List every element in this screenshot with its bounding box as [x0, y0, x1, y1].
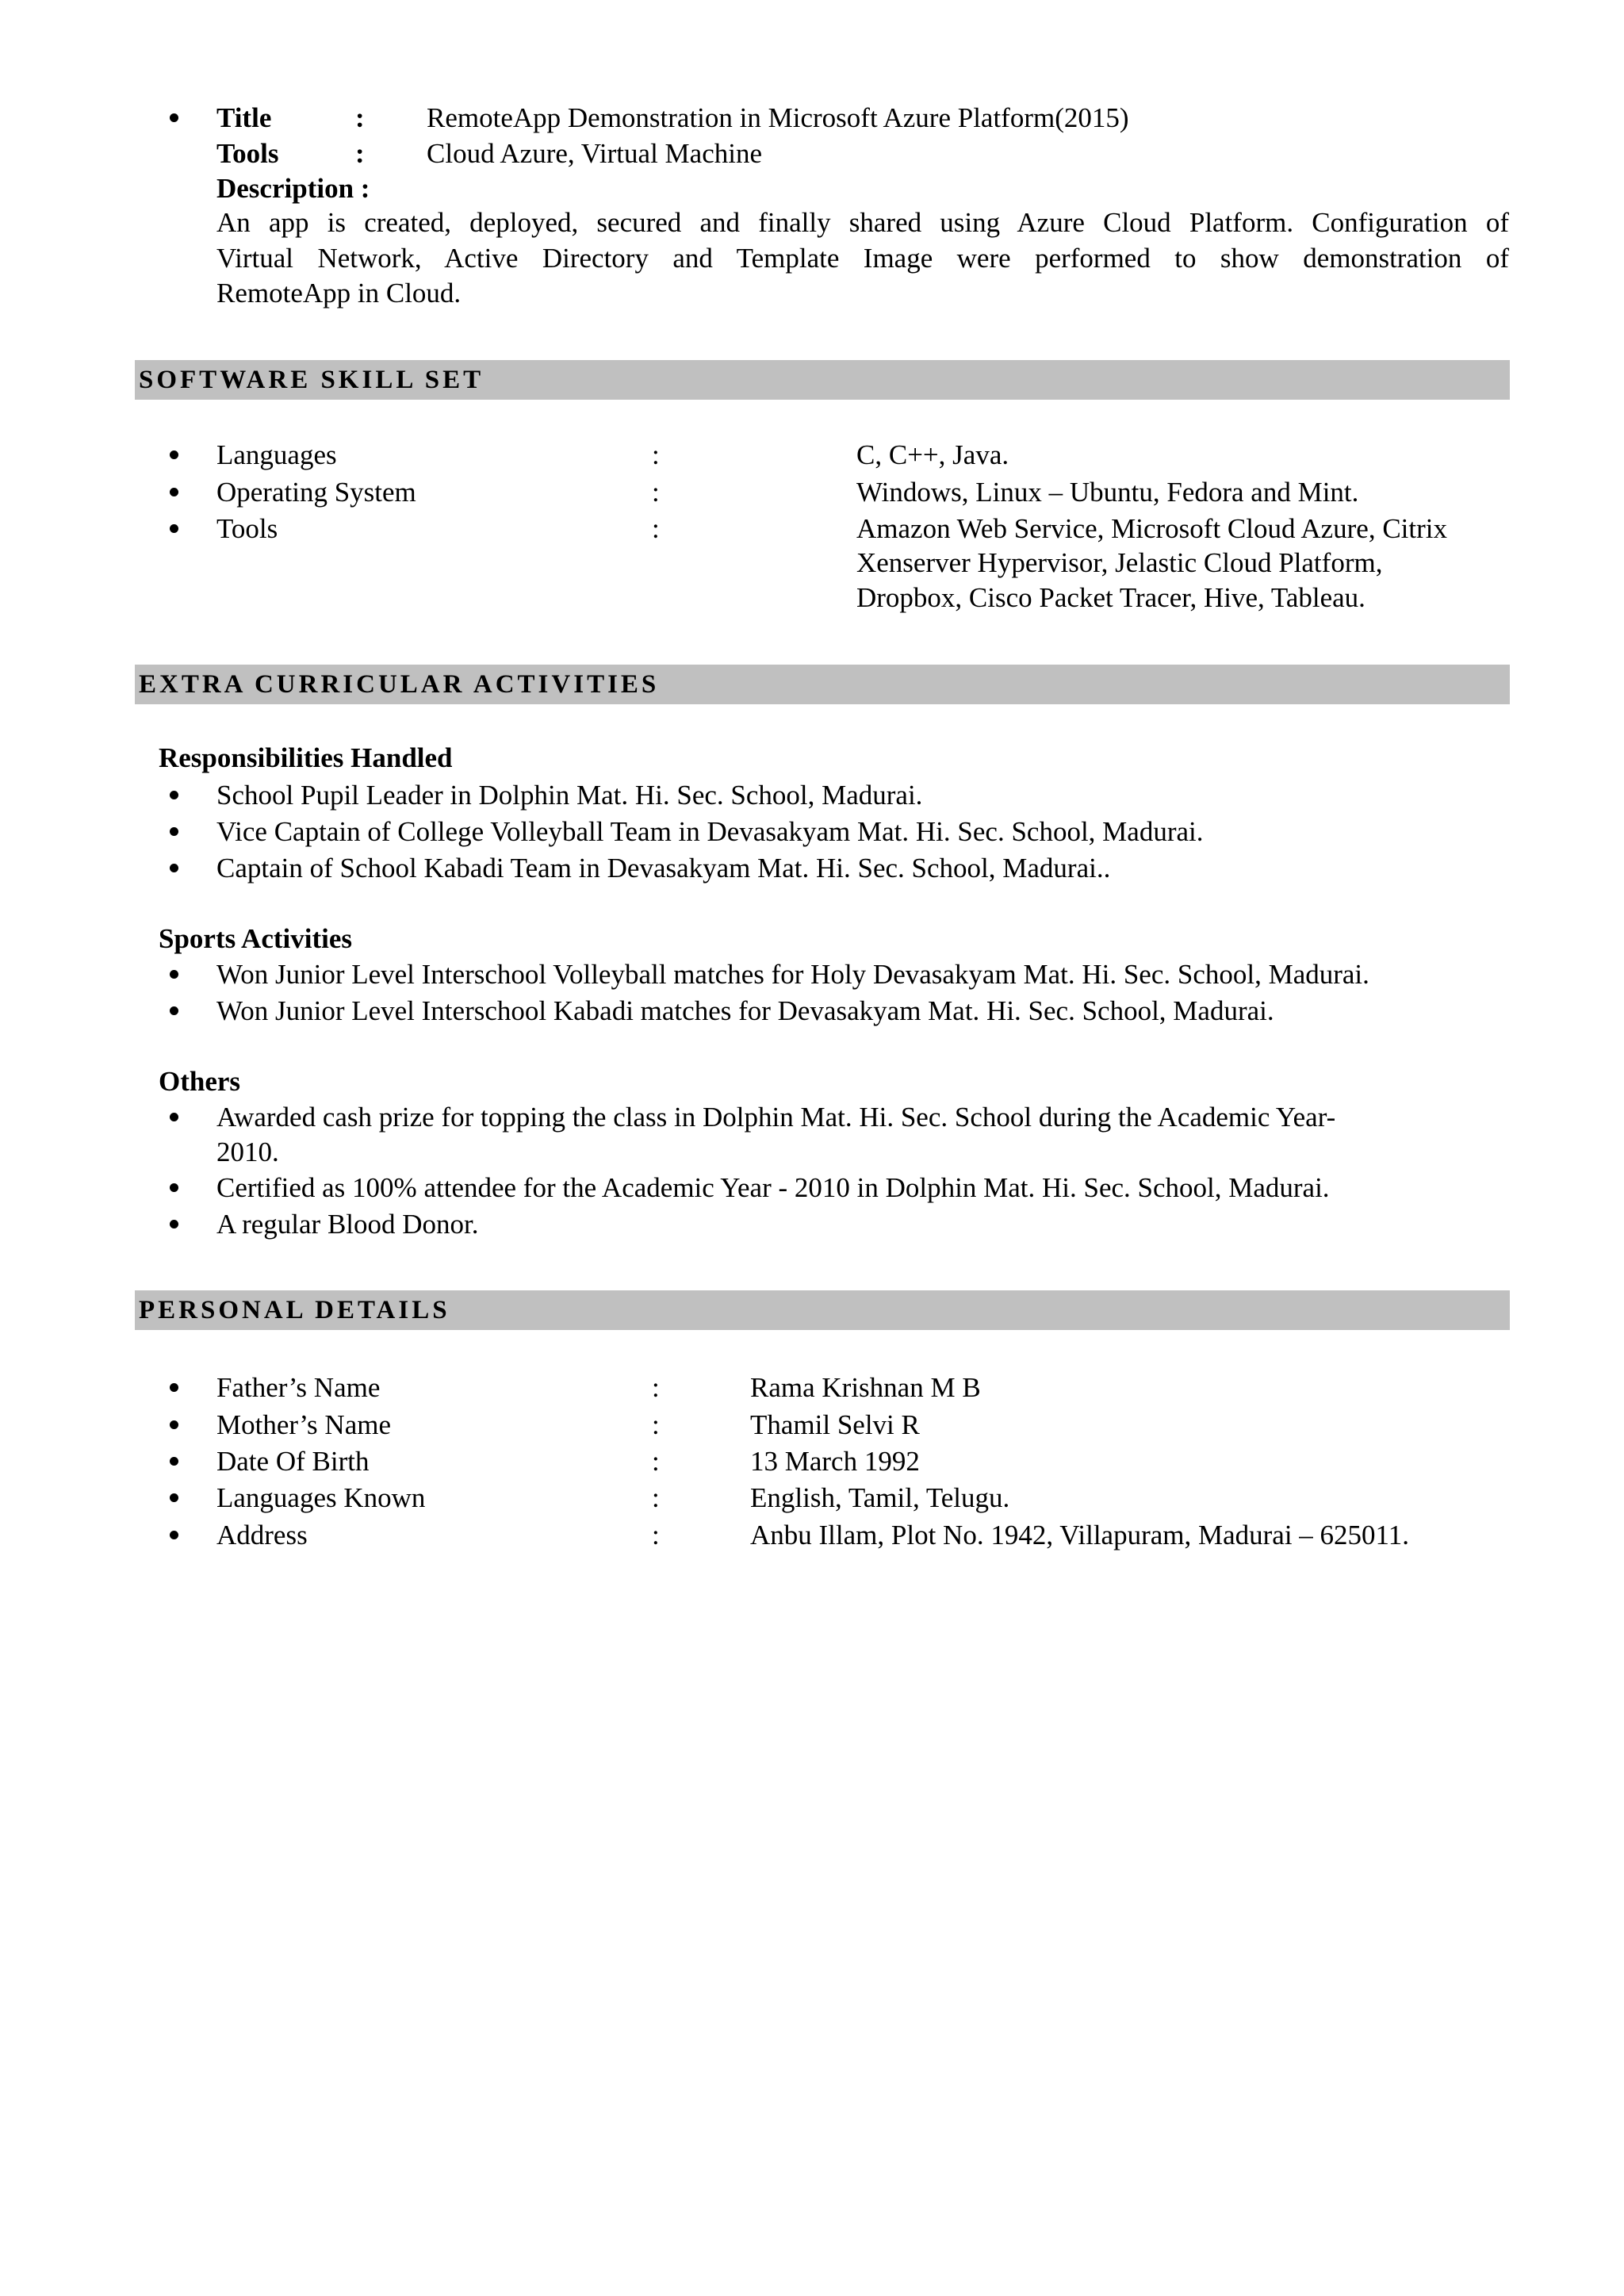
section-header-personal — [135, 1290, 1510, 1330]
personal-label: Date Of Birth — [216, 1446, 370, 1477]
bullet-icon — [168, 1443, 184, 1479]
project-tools: Cloud Azure, Virtual Machine — [427, 138, 762, 169]
section-header-extra — [135, 665, 1510, 704]
bullet-icon — [168, 1099, 184, 1135]
skill-value: Amazon Web Service, Microsoft Cloud Azure, Citrix — [856, 513, 1447, 544]
personal-label: Father’s Name — [216, 1372, 381, 1403]
personal-value: English, Tamil, Telugu. — [750, 1482, 1010, 1513]
personal-label: Mother’s Name — [216, 1409, 391, 1440]
list-item: Won Junior Level Interschool Kabadi matches for Devasakyam Mat. Hi. Sec. School, Madurai. — [216, 995, 1274, 1026]
project-description-line: RemoteApp in Cloud. — [216, 278, 462, 309]
list-item: Won Junior Level Interschool Volleyball matches for Holy Devasakyam Mat. Hi. Sec. School, Madurai. — [216, 959, 1369, 990]
bullet-icon — [168, 1370, 184, 1405]
bullet-icon — [168, 1170, 184, 1205]
colon: : — [652, 1482, 660, 1513]
personal-label: Address — [216, 1520, 308, 1550]
list-item: Awarded cash prize for topping the class in Dolphin Mat. Hi. Sec. School during the Academic Year- — [216, 1102, 1336, 1133]
project-title-label: Title — [216, 102, 272, 133]
list-item: A regular Blood Donor. — [216, 1209, 479, 1240]
skill-label: Languages — [216, 439, 337, 470]
colon: : — [355, 102, 365, 133]
skill-value: C, C++, Java. — [856, 439, 1009, 470]
list-item: Captain of School Kabadi Team in Devasakyam Mat. Hi. Sec. School, Madurai.. — [216, 853, 1111, 884]
personal-label: Languages Known — [216, 1482, 426, 1513]
bullet-icon — [168, 474, 184, 510]
colon: : — [652, 1372, 660, 1403]
section-header-skills — [135, 360, 1510, 400]
bullet-icon — [168, 100, 184, 136]
list-item-continuation: 2010. — [216, 1137, 279, 1167]
list-item: School Pupil Leader in Dolphin Mat. Hi. Sec. School, Madurai. — [216, 780, 923, 811]
bullet-icon — [168, 437, 184, 473]
bullet-icon — [168, 993, 184, 1029]
skill-value: Windows, Linux – Ubuntu, Fedora and Mint. — [856, 477, 1359, 508]
skill-value: Xenserver Hypervisor, Jelastic Cloud Platform, — [856, 547, 1383, 578]
personal-value: 13 March 1992 — [750, 1446, 920, 1477]
colon: : — [652, 477, 660, 508]
bullet-icon — [168, 1517, 184, 1553]
skill-label: Tools — [216, 513, 278, 544]
personal-value: Thamil Selvi R — [750, 1409, 920, 1440]
bullet-icon — [168, 814, 184, 849]
bullet-icon — [168, 1206, 184, 1242]
bullet-icon — [168, 777, 184, 813]
colon: : — [652, 1446, 660, 1477]
project-tools-label: Tools — [216, 138, 279, 169]
colon: : — [652, 1409, 660, 1440]
project-description-label: Description : — [216, 173, 370, 204]
subheading: Others — [159, 1066, 241, 1097]
personal-value: Anbu Illam, Plot No. 1942, Villapuram, Madurai – 625011. — [750, 1520, 1410, 1550]
personal-value: Rama Krishnan M B — [750, 1372, 981, 1403]
bullet-icon — [168, 1407, 184, 1443]
bullet-icon — [168, 511, 184, 546]
list-item: Certified as 100% attendee for the Academic Year - 2010 in Dolphin Mat. Hi. Sec. School, Madurai. — [216, 1172, 1330, 1203]
project-description-line: Virtual Network, Active Directory and Template Image were performed to show demonstration of — [216, 243, 1509, 274]
colon: : — [652, 1520, 660, 1550]
subheading: Responsibilities Handled — [159, 742, 453, 773]
section-heading: SOFTWARE SKILL SET — [139, 366, 485, 394]
colon: : — [355, 138, 365, 169]
section-heading: EXTRA CURRICULAR ACTIVITIES — [139, 670, 660, 699]
subheading: Sports Activities — [159, 923, 353, 954]
colon: : — [652, 439, 660, 470]
colon: : — [652, 513, 660, 544]
project-description-line: An app is created, deployed, secured and finally shared using Azure Cloud Platform. Configuration of — [216, 207, 1509, 238]
section-heading: PERSONAL DETAILS — [139, 1296, 450, 1324]
skill-value: Dropbox, Cisco Packet Tracer, Hive, Tableau. — [856, 582, 1365, 613]
project-title: RemoteApp Demonstration in Microsoft Azure Platform(2015) — [427, 102, 1129, 133]
bullet-icon — [168, 956, 184, 992]
skill-label: Operating System — [216, 477, 416, 508]
list-item: Vice Captain of College Volleyball Team in Devasakyam Mat. Hi. Sec. School, Madurai. — [216, 816, 1204, 847]
bullet-icon — [168, 1480, 184, 1516]
bullet-icon — [168, 850, 184, 886]
